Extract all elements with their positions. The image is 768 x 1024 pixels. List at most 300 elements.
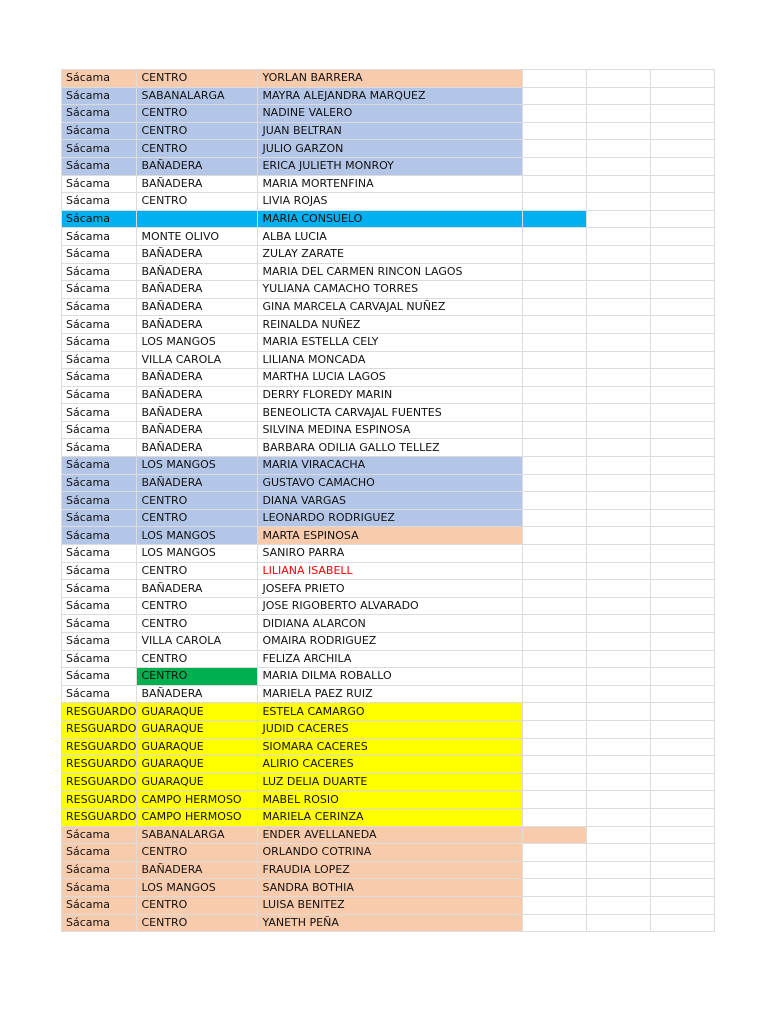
cell-name[interactable]: FRAUDIA LOPEZ — [258, 861, 523, 879]
cell-type[interactable]: Sácama — [62, 597, 137, 615]
cell-empty[interactable] — [651, 316, 715, 334]
cell-place[interactable]: CENTRO — [137, 914, 258, 932]
cell-place[interactable]: BAÑADERA — [137, 685, 258, 703]
cell-type[interactable]: Sácama — [62, 228, 137, 246]
cell-name[interactable]: ENDER AVELLANEDA — [258, 826, 523, 844]
cell-empty[interactable] — [651, 685, 715, 703]
cell-empty[interactable] — [523, 122, 587, 140]
cell-name[interactable]: ALBA LUCIA — [258, 228, 523, 246]
cell-name[interactable]: BARBARA ODILIA GALLO TELLEZ — [258, 439, 523, 457]
cell-empty[interactable] — [587, 87, 651, 105]
cell-empty[interactable] — [523, 492, 587, 510]
cell-type[interactable]: Sácama — [62, 527, 137, 545]
cell-place[interactable]: BAÑADERA — [137, 369, 258, 387]
cell-empty[interactable] — [587, 245, 651, 263]
cell-empty[interactable] — [587, 633, 651, 651]
cell-type[interactable]: Sácama — [62, 369, 137, 387]
cell-name[interactable]: SILVINA MEDINA ESPINOSA — [258, 421, 523, 439]
cell-name[interactable]: JUAN BELTRAN — [258, 122, 523, 140]
cell-empty[interactable] — [651, 738, 715, 756]
cell-empty[interactable] — [651, 333, 715, 351]
cell-name[interactable]: FELIZA ARCHILA — [258, 650, 523, 668]
cell-place[interactable]: CENTRO — [137, 509, 258, 527]
cell-empty[interactable] — [651, 369, 715, 387]
cell-name[interactable]: MARIA ESTELLA CELY — [258, 333, 523, 351]
cell-empty[interactable] — [651, 386, 715, 404]
cell-type[interactable]: Sácama — [62, 386, 137, 404]
cell-empty[interactable] — [651, 756, 715, 774]
cell-empty[interactable] — [523, 175, 587, 193]
cell-name[interactable]: LILIANA MONCADA — [258, 351, 523, 369]
cell-empty[interactable] — [587, 720, 651, 738]
cell-empty[interactable] — [651, 896, 715, 914]
cell-place[interactable] — [137, 210, 258, 228]
cell-empty[interactable] — [587, 545, 651, 563]
cell-name[interactable]: ORLANDO COTRINA — [258, 844, 523, 862]
cell-empty[interactable] — [587, 263, 651, 281]
cell-empty[interactable] — [523, 861, 587, 879]
cell-empty[interactable] — [651, 773, 715, 791]
cell-name[interactable]: ZULAY ZARATE — [258, 245, 523, 263]
cell-empty[interactable] — [651, 157, 715, 175]
cell-empty[interactable] — [587, 791, 651, 809]
cell-empty[interactable] — [651, 105, 715, 123]
cell-place[interactable]: BAÑADERA — [137, 421, 258, 439]
cell-type[interactable]: RESGUARDO — [62, 720, 137, 738]
cell-empty[interactable] — [651, 527, 715, 545]
cell-empty[interactable] — [587, 492, 651, 510]
cell-empty[interactable] — [651, 720, 715, 738]
cell-empty[interactable] — [651, 245, 715, 263]
cell-place[interactable]: BAÑADERA — [137, 281, 258, 299]
cell-empty[interactable] — [587, 844, 651, 862]
cell-type[interactable]: Sácama — [62, 826, 137, 844]
cell-name[interactable]: LEONARDO RODRIGUEZ — [258, 509, 523, 527]
cell-place[interactable]: BAÑADERA — [137, 263, 258, 281]
cell-empty[interactable] — [523, 439, 587, 457]
cell-empty[interactable] — [587, 333, 651, 351]
cell-type[interactable]: Sácama — [62, 615, 137, 633]
cell-name[interactable]: MARIA CONSUELO — [258, 210, 523, 228]
cell-name[interactable]: YORLAN BARRERA — [258, 70, 523, 88]
cell-place[interactable]: GUARAQUE — [137, 738, 258, 756]
cell-type[interactable]: Sácama — [62, 421, 137, 439]
cell-place[interactable]: CENTRO — [137, 597, 258, 615]
cell-empty[interactable] — [523, 808, 587, 826]
cell-name[interactable]: MARIELA CERINZA — [258, 808, 523, 826]
cell-type[interactable]: Sácama — [62, 263, 137, 281]
cell-empty[interactable] — [523, 545, 587, 563]
cell-type[interactable]: Sácama — [62, 157, 137, 175]
cell-empty[interactable] — [651, 562, 715, 580]
cell-empty[interactable] — [651, 650, 715, 668]
cell-place[interactable]: CENTRO — [137, 70, 258, 88]
cell-empty[interactable] — [523, 333, 587, 351]
cell-empty[interactable] — [587, 457, 651, 475]
cell-name[interactable]: ERICA JULIETH MONROY — [258, 157, 523, 175]
cell-empty[interactable] — [651, 70, 715, 88]
cell-empty[interactable] — [587, 210, 651, 228]
cell-name[interactable]: LUISA BENITEZ — [258, 896, 523, 914]
cell-empty[interactable] — [587, 650, 651, 668]
cell-place[interactable]: CENTRO — [137, 668, 258, 686]
cell-empty[interactable] — [523, 879, 587, 897]
cell-name[interactable]: MARIA DILMA ROBALLO — [258, 668, 523, 686]
cell-type[interactable]: Sácama — [62, 474, 137, 492]
cell-name[interactable]: GINA MARCELA CARVAJAL NUÑEZ — [258, 298, 523, 316]
cell-name[interactable]: MARIA VIRACACHA — [258, 457, 523, 475]
cell-name[interactable]: MARIELA PAEZ RUIZ — [258, 685, 523, 703]
cell-type[interactable]: Sácama — [62, 844, 137, 862]
cell-type[interactable]: Sácama — [62, 316, 137, 334]
cell-empty[interactable] — [651, 879, 715, 897]
cell-empty[interactable] — [587, 879, 651, 897]
cell-place[interactable]: BAÑADERA — [137, 245, 258, 263]
table-row — [62, 808, 715, 826]
cell-type[interactable]: Sácama — [62, 668, 137, 686]
cell-name[interactable]: BENEOLICTA CARVAJAL FUENTES — [258, 404, 523, 422]
cell-empty[interactable] — [523, 597, 587, 615]
cell-place[interactable]: GUARAQUE — [137, 773, 258, 791]
cell-empty[interactable] — [651, 263, 715, 281]
cell-empty[interactable] — [523, 615, 587, 633]
cell-place[interactable]: BAÑADERA — [137, 404, 258, 422]
cell-empty[interactable] — [523, 580, 587, 598]
cell-empty[interactable] — [523, 316, 587, 334]
cell-place[interactable]: CENTRO — [137, 140, 258, 158]
cell-empty[interactable] — [651, 826, 715, 844]
cell-type[interactable]: Sácama — [62, 105, 137, 123]
cell-empty[interactable] — [587, 896, 651, 914]
cell-name[interactable]: DIDIANA ALARCON — [258, 615, 523, 633]
cell-place[interactable]: CAMPO HERMOSO — [137, 808, 258, 826]
cell-name[interactable]: YULIANA CAMACHO TORRES — [258, 281, 523, 299]
cell-name[interactable]: DIANA VARGAS — [258, 492, 523, 510]
cell-empty[interactable] — [587, 826, 651, 844]
cell-type[interactable]: Sácama — [62, 861, 137, 879]
cell-place[interactable]: CAMPO HERMOSO — [137, 791, 258, 809]
cell-empty[interactable] — [587, 298, 651, 316]
cell-name[interactable]: LIVIA ROJAS — [258, 193, 523, 211]
cell-place[interactable]: BAÑADERA — [137, 298, 258, 316]
cell-place[interactable]: GUARAQUE — [137, 720, 258, 738]
cell-empty[interactable] — [587, 914, 651, 932]
cell-empty[interactable] — [651, 193, 715, 211]
cell-name[interactable]: DERRY FLOREDY MARIN — [258, 386, 523, 404]
cell-empty[interactable] — [523, 210, 587, 228]
cell-place[interactable]: GUARAQUE — [137, 703, 258, 721]
table-row — [62, 492, 715, 510]
cell-empty[interactable] — [587, 281, 651, 299]
cell-empty[interactable] — [523, 720, 587, 738]
cell-empty[interactable] — [651, 351, 715, 369]
cell-empty[interactable] — [587, 703, 651, 721]
cell-empty[interactable] — [523, 70, 587, 88]
cell-empty[interactable] — [523, 105, 587, 123]
cell-type[interactable]: Sácama — [62, 245, 137, 263]
cell-empty[interactable] — [651, 228, 715, 246]
cell-empty[interactable] — [523, 668, 587, 686]
cell-type[interactable]: RESGUARDO — [62, 808, 137, 826]
cell-type[interactable]: Sácama — [62, 298, 137, 316]
cell-name[interactable]: MABEL ROSIO — [258, 791, 523, 809]
cell-name[interactable]: SANDRA BOTHIA — [258, 879, 523, 897]
cell-empty[interactable] — [523, 896, 587, 914]
cell-empty[interactable] — [587, 228, 651, 246]
cell-empty[interactable] — [651, 668, 715, 686]
cell-empty[interactable] — [523, 791, 587, 809]
cell-empty[interactable] — [651, 509, 715, 527]
cell-type[interactable]: Sácama — [62, 457, 137, 475]
cell-empty[interactable] — [523, 914, 587, 932]
cell-type[interactable]: Sácama — [62, 87, 137, 105]
cell-empty[interactable] — [587, 685, 651, 703]
cell-place[interactable]: BAÑADERA — [137, 439, 258, 457]
cell-empty[interactable] — [587, 369, 651, 387]
cell-empty[interactable] — [651, 808, 715, 826]
cell-place[interactable]: LOS MANGOS — [137, 457, 258, 475]
cell-place[interactable]: CENTRO — [137, 844, 258, 862]
cell-name[interactable]: SIOMARA CACERES — [258, 738, 523, 756]
cell-empty[interactable] — [523, 263, 587, 281]
cell-empty[interactable] — [651, 404, 715, 422]
cell-place[interactable]: BAÑADERA — [137, 386, 258, 404]
cell-empty[interactable] — [523, 404, 587, 422]
cell-place[interactable]: CENTRO — [137, 105, 258, 123]
table-row — [62, 703, 715, 721]
cell-place[interactable]: SABANALARGA — [137, 826, 258, 844]
cell-name[interactable]: ESTELA CAMARGO — [258, 703, 523, 721]
cell-empty[interactable] — [651, 298, 715, 316]
cell-empty[interactable] — [651, 87, 715, 105]
cell-empty[interactable] — [651, 492, 715, 510]
cell-name[interactable]: YANETH PEÑA — [258, 914, 523, 932]
cell-empty[interactable] — [523, 281, 587, 299]
cell-empty[interactable] — [587, 316, 651, 334]
cell-place[interactable]: BAÑADERA — [137, 861, 258, 879]
cell-empty[interactable] — [523, 193, 587, 211]
cell-name[interactable]: MARTHA LUCIA LAGOS — [258, 369, 523, 387]
cell-place[interactable]: LOS MANGOS — [137, 879, 258, 897]
cell-empty[interactable] — [523, 633, 587, 651]
cell-empty[interactable] — [587, 808, 651, 826]
cell-type[interactable]: Sácama — [62, 545, 137, 563]
cell-type[interactable]: Sácama — [62, 404, 137, 422]
cell-type[interactable]: Sácama — [62, 122, 137, 140]
cell-empty[interactable] — [523, 386, 587, 404]
cell-empty[interactable] — [651, 421, 715, 439]
cell-empty[interactable] — [651, 844, 715, 862]
cell-empty[interactable] — [523, 351, 587, 369]
cell-type[interactable]: Sácama — [62, 351, 137, 369]
cell-empty[interactable] — [587, 756, 651, 774]
cell-empty[interactable] — [523, 157, 587, 175]
cell-empty[interactable] — [587, 439, 651, 457]
cell-type[interactable]: Sácama — [62, 509, 137, 527]
cell-place[interactable]: CENTRO — [137, 615, 258, 633]
cell-empty[interactable] — [651, 210, 715, 228]
cell-empty[interactable] — [651, 281, 715, 299]
cell-empty[interactable] — [523, 228, 587, 246]
cell-empty[interactable] — [587, 105, 651, 123]
cell-type[interactable]: Sácama — [62, 896, 137, 914]
cell-empty[interactable] — [523, 826, 587, 844]
cell-empty[interactable] — [651, 474, 715, 492]
cell-empty[interactable] — [587, 404, 651, 422]
cell-name[interactable]: MAYRA ALEJANDRA MARQUEZ — [258, 87, 523, 105]
cell-type[interactable]: Sácama — [62, 914, 137, 932]
cell-empty[interactable] — [523, 369, 587, 387]
cell-empty[interactable] — [587, 157, 651, 175]
cell-name[interactable]: JOSE RIGOBERTO ALVARADO — [258, 597, 523, 615]
cell-empty[interactable] — [523, 738, 587, 756]
cell-type[interactable]: Sácama — [62, 580, 137, 598]
cell-type[interactable]: RESGUARDO — [62, 738, 137, 756]
cell-name[interactable]: MARIA DEL CARMEN RINCON LAGOS — [258, 263, 523, 281]
cell-empty[interactable] — [651, 633, 715, 651]
cell-empty[interactable] — [587, 474, 651, 492]
cell-empty[interactable] — [587, 193, 651, 211]
cell-type[interactable]: RESGUARDO — [62, 773, 137, 791]
cell-name[interactable]: ALIRIO CACERES — [258, 756, 523, 774]
cell-empty[interactable] — [587, 861, 651, 879]
cell-type[interactable]: Sácama — [62, 650, 137, 668]
cell-empty[interactable] — [587, 140, 651, 158]
cell-empty[interactable] — [523, 457, 587, 475]
cell-place[interactable]: BAÑADERA — [137, 316, 258, 334]
cell-empty[interactable] — [651, 545, 715, 563]
cell-empty[interactable] — [523, 509, 587, 527]
cell-name[interactable]: LUZ DELIA DUARTE — [258, 773, 523, 791]
cell-empty[interactable] — [651, 597, 715, 615]
cell-empty[interactable] — [587, 386, 651, 404]
cell-empty[interactable] — [587, 668, 651, 686]
cell-empty[interactable] — [587, 562, 651, 580]
cell-empty[interactable] — [523, 87, 587, 105]
cell-empty[interactable] — [523, 298, 587, 316]
cell-type[interactable]: Sácama — [62, 140, 137, 158]
cell-empty[interactable] — [587, 773, 651, 791]
cell-empty[interactable] — [587, 615, 651, 633]
cell-type[interactable]: Sácama — [62, 193, 137, 211]
cell-type[interactable]: Sácama — [62, 633, 137, 651]
cell-empty[interactable] — [523, 421, 587, 439]
table-row — [62, 738, 715, 756]
cell-place[interactable]: LOS MANGOS — [137, 333, 258, 351]
cell-empty[interactable] — [651, 439, 715, 457]
cell-type[interactable]: Sácama — [62, 281, 137, 299]
cell-name[interactable]: JULIO GARZON — [258, 140, 523, 158]
cell-name[interactable]: NADINE VALERO — [258, 105, 523, 123]
cell-empty[interactable] — [523, 245, 587, 263]
cell-place[interactable]: CENTRO — [137, 122, 258, 140]
cell-place[interactable]: BAÑADERA — [137, 157, 258, 175]
cell-name[interactable]: MARTA ESPINOSA — [258, 527, 523, 545]
cell-place[interactable]: GUARAQUE — [137, 756, 258, 774]
cell-empty[interactable] — [587, 509, 651, 527]
cell-empty[interactable] — [523, 703, 587, 721]
cell-empty[interactable] — [587, 351, 651, 369]
cell-name[interactable]: OMAIRA RODRIGUEZ — [258, 633, 523, 651]
cell-empty[interactable] — [651, 580, 715, 598]
cell-place[interactable]: BAÑADERA — [137, 175, 258, 193]
cell-type[interactable]: Sácama — [62, 562, 137, 580]
cell-empty[interactable] — [523, 562, 587, 580]
cell-empty[interactable] — [651, 861, 715, 879]
cell-empty[interactable] — [651, 457, 715, 475]
cell-type[interactable]: Sácama — [62, 685, 137, 703]
cell-empty[interactable] — [587, 527, 651, 545]
cell-place[interactable]: VILLA CAROLA — [137, 633, 258, 651]
cell-place[interactable]: CENTRO — [137, 650, 258, 668]
cell-empty[interactable] — [587, 421, 651, 439]
cell-name[interactable]: LILIANA ISABELL — [258, 562, 523, 580]
cell-type[interactable]: Sácama — [62, 70, 137, 88]
cell-type[interactable]: RESGUARDO — [62, 791, 137, 809]
cell-place[interactable]: LOS MANGOS — [137, 545, 258, 563]
table-row — [62, 140, 715, 158]
cell-empty[interactable] — [651, 615, 715, 633]
table-row — [62, 457, 715, 475]
cell-place[interactable]: MONTE OLIVO — [137, 228, 258, 246]
cell-name[interactable]: JUDID CACERES — [258, 720, 523, 738]
cell-type[interactable]: Sácama — [62, 879, 137, 897]
cell-place[interactable]: CENTRO — [137, 492, 258, 510]
cell-name[interactable]: JOSEFA PRIETO — [258, 580, 523, 598]
cell-empty[interactable] — [523, 527, 587, 545]
cell-empty[interactable] — [651, 140, 715, 158]
cell-name[interactable]: SANIRO PARRA — [258, 545, 523, 563]
cell-empty[interactable] — [651, 791, 715, 809]
cell-name[interactable]: REINALDA NUÑEZ — [258, 316, 523, 334]
cell-empty[interactable] — [587, 175, 651, 193]
cell-empty[interactable] — [651, 914, 715, 932]
cell-empty[interactable] — [523, 140, 587, 158]
cell-empty[interactable] — [523, 650, 587, 668]
cell-empty[interactable] — [587, 738, 651, 756]
cell-name[interactable]: MARIA MORTENFINA — [258, 175, 523, 193]
cell-place[interactable]: BAÑADERA — [137, 580, 258, 598]
cell-place[interactable]: BAÑADERA — [137, 474, 258, 492]
cell-place[interactable]: VILLA CAROLA — [137, 351, 258, 369]
cell-empty[interactable] — [587, 70, 651, 88]
cell-type[interactable]: Sácama — [62, 210, 137, 228]
cell-empty[interactable] — [523, 756, 587, 774]
cell-type[interactable]: Sácama — [62, 492, 137, 510]
cell-place[interactable]: CENTRO — [137, 193, 258, 211]
cell-place[interactable]: SABANALARGA — [137, 87, 258, 105]
cell-type[interactable]: Sácama — [62, 175, 137, 193]
cell-place[interactable]: CENTRO — [137, 896, 258, 914]
cell-type[interactable]: RESGUARDO — [62, 756, 137, 774]
cell-empty[interactable] — [587, 580, 651, 598]
cell-empty[interactable] — [651, 175, 715, 193]
cell-empty[interactable] — [651, 122, 715, 140]
cell-place[interactable]: CENTRO — [137, 562, 258, 580]
cell-empty[interactable] — [523, 844, 587, 862]
cell-empty[interactable] — [587, 597, 651, 615]
cell-empty[interactable] — [523, 773, 587, 791]
cell-type[interactable]: Sácama — [62, 333, 137, 351]
cell-empty[interactable] — [587, 122, 651, 140]
cell-name[interactable]: GUSTAVO CAMACHO — [258, 474, 523, 492]
cell-type[interactable]: RESGUARDO — [62, 703, 137, 721]
cell-empty[interactable] — [651, 703, 715, 721]
cell-type[interactable]: Sácama — [62, 439, 137, 457]
cell-empty[interactable] — [523, 474, 587, 492]
cell-place[interactable]: LOS MANGOS — [137, 527, 258, 545]
cell-empty[interactable] — [523, 685, 587, 703]
